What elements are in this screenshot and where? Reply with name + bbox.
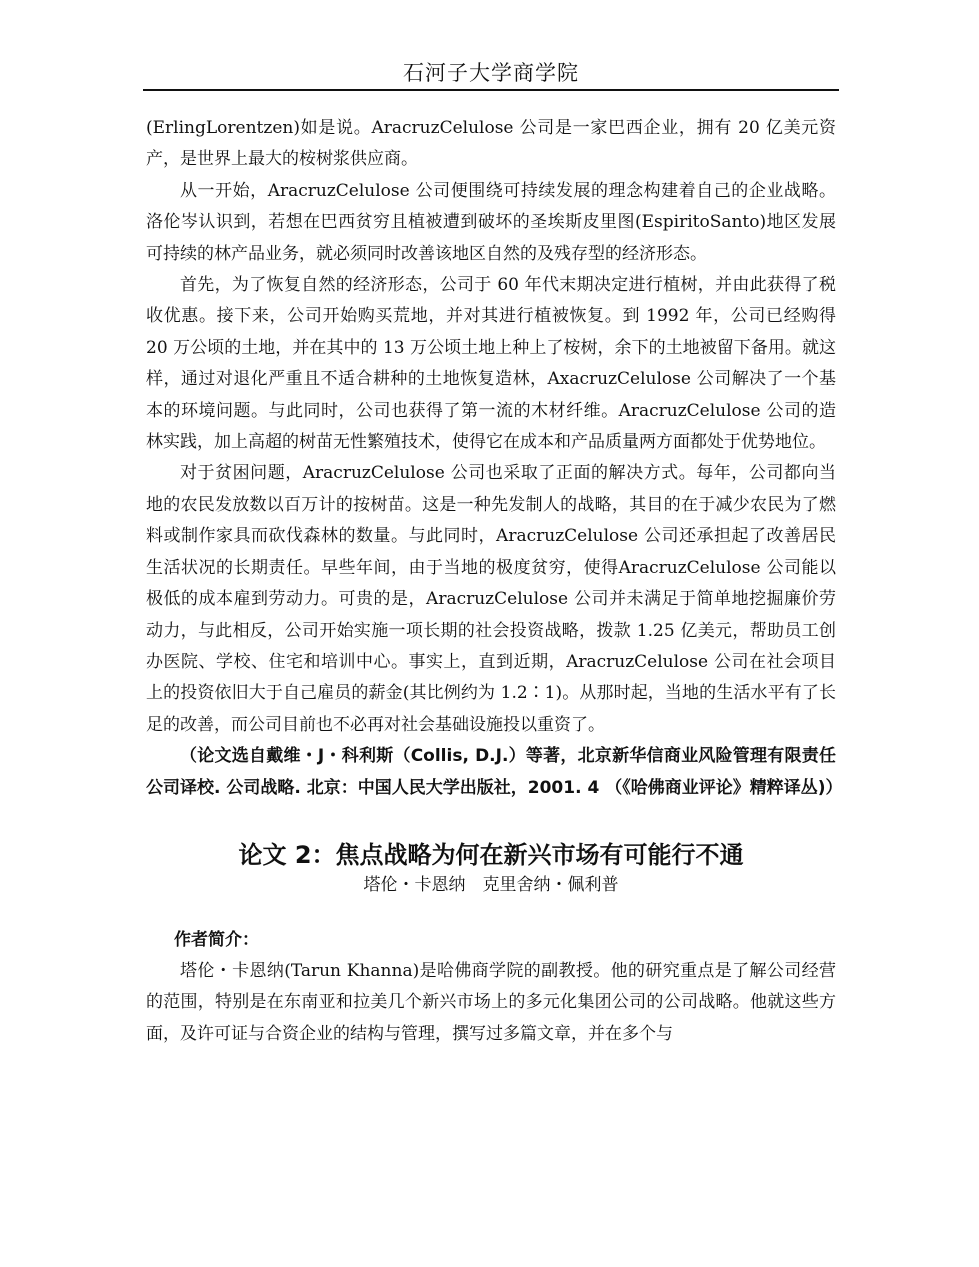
paragraph-1: (ErlingLorentzen)如是说。AracruzCelulose 公司是一家巴西企业，拥有 20 亿美元资产，是世界上最大的桉树浆供应商。 — [146, 118, 836, 170]
paper-2-title: 论文 2：焦点战略为何在新兴市场有可能行不通 — [238, 840, 744, 869]
paragraph-3: 首先，为了恢复自然的经济形态，公司于 60 年代末期决定进行植树，并由此获得了税收优惠。接下来，公司开始购买荒地，并对其进行植被恢复。到 1992 年，公司已经购得 20 万公顷的土地，并在其中的 13 万公顷土地上种上了桉树，余下的土地被留下备用。就这样，通过对退化严重且不适合耕种的土地恢复造林，AxacruzCelulose 公司解决了一个基本的环境问题。与此同时，公司也获得了第一流的木材纤维。AracruzCelulose 公司的造林实践，加上高超的树苗无性繁殖技术，使得它在成本和产品质量两方面都处于优势地位。 — [146, 275, 836, 453]
header-rule — [143, 89, 839, 91]
document-body — [146, 113, 843, 1050]
author-intro-heading: 作者简介： — [174, 929, 259, 950]
paper-2-authors: 塔伦・卡恩纳 克里舍纳・佩利普 — [363, 874, 619, 895]
paragraph-4: 对于贫困问题，AracruzCelulose 公司也采取了正面的解决方式。每年，公司都向当地的农民发放数以百万计的按树苗。这是一种先发制人的战略，其目的在于减少农民为了燃料或制作家具而砍伐森林的数量。与此同时，AracruzCelulose 公司还承担起了改善居民生活状况的长期责任。早些年间，由于当地的极度贫穷，使得AracruzCelulose 公司能以极低的成本雇到劳动力。可贵的是，AracruzCelulose 公司并未满足于简单地挖掘廉价劳动力，与此相反，公司开始实施一项长期的社会投资战略，拨款 1.25 亿美元，帮助员工创办医院、学校、住宅和培训中心。事实上，直到近期，AracruzCelulose 公司在社会项目上的投资依旧大于自己雇员的薪金(其比例约为 1.2∶1)。从那时起，当地的生活水平有了长足的改善，而公司目前也不必再对社会基础设施投以重资了。 — [146, 463, 836, 735]
citation-note: （论文选自戴维・J・科利斯（Collis, D.J.）等著，北京新华信商业风险管理有限责任公司译校. 公司战略. 北京：中国人民大学出版社，2001. 4 （《哈佛商业评论》精粹译丛)） — [146, 746, 843, 798]
author-intro-paragraph: 塔伦・卡恩纳(Tarun Khanna)是哈佛商学院的副教授。他的研究重点是了解公司经营的范围，特别是在东南亚和拉美几个新兴市场上的多元化集团公司的公司战略。他就这些方面，及许可证与合资企业的结构与管理，撰写过多篇文章，并在多个与 — [146, 960, 836, 1044]
paragraph-2: 从一开始，AracruzCelulose 公司便围绕可持续发展的理念构建着自己的企业战略。洛伦岑认识到，若想在巴西贫穷且植被遭到破坏的圣埃斯皮里图(EspiritoSanto)地区发展可持续的林产品业务，就必须同时改善该地区自然的及残存型的经济形态。 — [146, 180, 836, 264]
page-header-title: 石河子大学商学院 — [403, 61, 579, 85]
